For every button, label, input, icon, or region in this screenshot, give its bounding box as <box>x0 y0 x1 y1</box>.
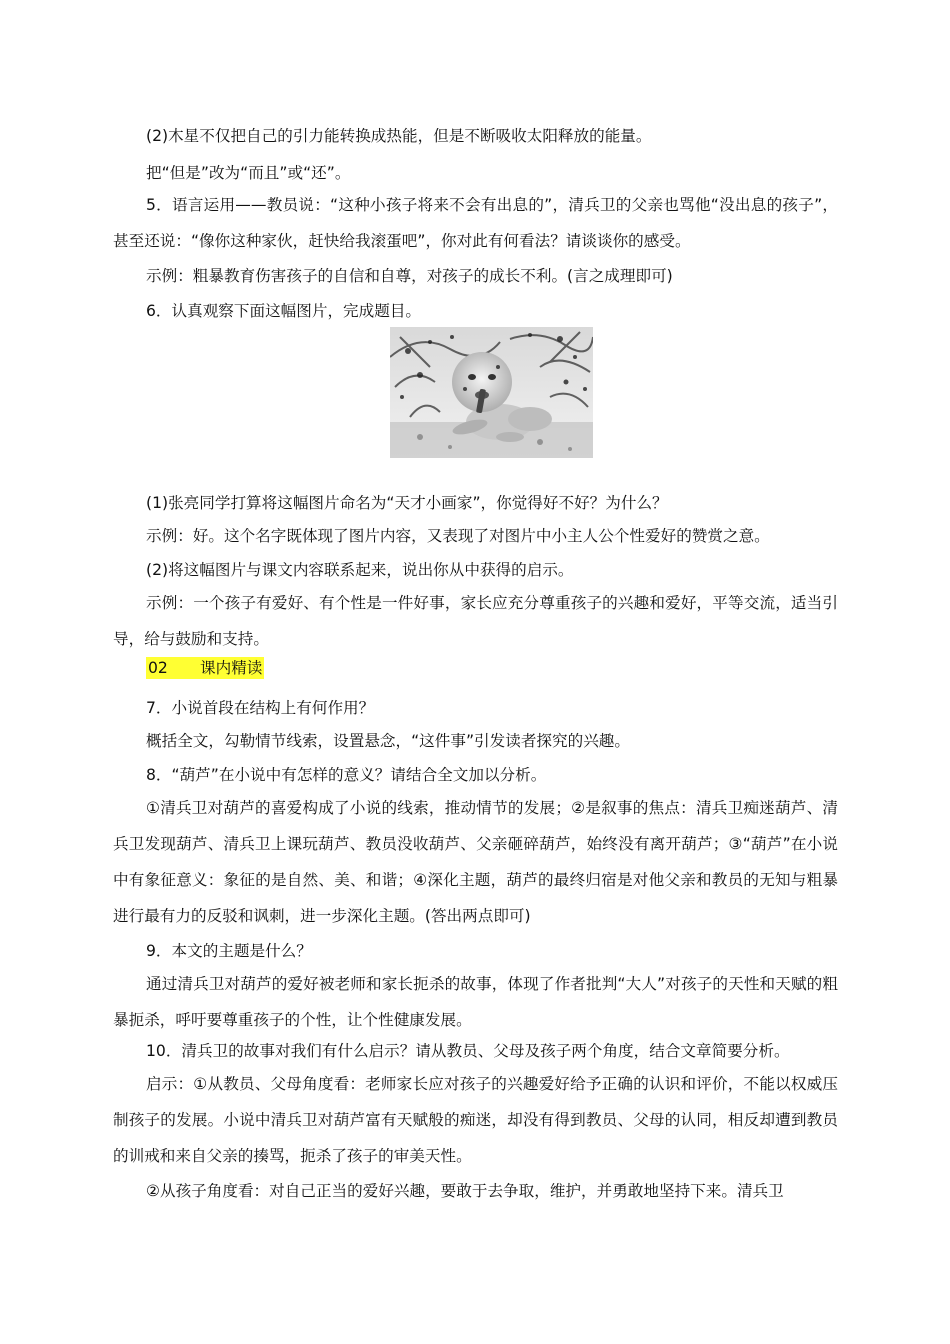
answer-10-part-2: ②从孩子角度看：对自己正当的爱好兴趣，要敢于去争取，维护，并勇敢地坚持下来。清兵卫 <box>146 1182 784 1200</box>
paragraph: 把“但是”改为“而且”或“还”。 <box>146 164 351 182</box>
answer-6-1: 示例：好。这个名字既体现了图片内容，又表现了对图片中小主人公个性爱好的赞赏之意。 <box>146 527 770 545</box>
answer-8: ①清兵卫对葫芦的喜爱构成了小说的线索，推动情节的发展；②是叙事的焦点：清兵卫痴迷葫芦、清兵卫发现葫芦、清兵卫上课玩葫芦、教员没收葫芦、父亲砸碎葫芦，始终没有离开葫芦；③“葫芦”在小说中有象征意义：象征的是自然、美、和谐；④深化主题，葫芦的最终归宿是对他父亲和教员的无知与粗暴进行最有力的反驳和讽刺，进一步深化主题。(答出两点即可) <box>113 799 838 925</box>
answer-6-2: 示例：一个孩子有爱好、有个性是一件好事，家长应充分尊重孩子的兴趣和爱好，平等交流，适当引导，给与鼓励和支持。 <box>113 594 838 648</box>
section-title: 课内精读 <box>200 659 263 677</box>
answer-9: 通过清兵卫对葫芦的爱好被老师和家长扼杀的故事，体现了作者批判“大人”对孩子的天性和天赋的粗暴扼杀，呼吁要尊重孩子的个性，让个性健康发展。 <box>113 975 838 1029</box>
question-10: 10．清兵卫的故事对我们有什么启示？请从教员、父母及孩子两个角度，结合文章简要分析。 <box>146 1042 790 1060</box>
question-8: 8．“葫芦”在小说中有怎样的意义？请结合全文加以分析。 <box>146 766 547 784</box>
question-7: 7．小说首段在结构上有何作用？ <box>146 699 375 717</box>
section-number: 02 <box>148 659 168 677</box>
question-9: 9．本文的主题是什么？ <box>146 942 312 960</box>
answer-7: 概括全文，勾勒情节线索，设置悬念，“这件事”引发读者探究的兴趣。 <box>146 732 630 750</box>
paragraph: (2)木星不仅把自己的引力能转换成热能，但是不断吸收太阳释放的能量。 <box>146 127 652 145</box>
question-6: 6．认真观察下面这幅图片，完成题目。 <box>146 302 422 320</box>
answer-5: 示例：粗暴教育伤害孩子的自信和自尊，对孩子的成长不利。(言之成理即可) <box>146 267 673 285</box>
answer-10-part-1: 启示：①从教员、父母角度看：老师家长应对孩子的兴趣爱好给予正确的认识和评价，不能以权威压制孩子的发展。小说中清兵卫对葫芦富有天赋般的痴迷，却没有得到教员、父母的认同，相反却遭到教员的训戒和来自父亲的揍骂，扼杀了孩子的审美天性。 <box>113 1075 838 1165</box>
section-heading <box>146 657 264 679</box>
question-5: 5．语言运用——教员说：“这种小孩子将来不会有出息的”，清兵卫的父亲也骂他“没出息的孩子”，甚至还说：“像你这种家伙，赶快给我滚蛋吧”，你对此有何看法？请谈谈你的感受。 <box>113 196 838 250</box>
question-6-2: (2)将这幅图片与课文内容联系起来，说出你从中获得的启示。 <box>146 561 574 579</box>
question-6-1: (1)张亮同学打算将这幅图片命名为“天才小画家”，你觉得好不好？为什么？ <box>146 494 668 512</box>
baby-painting-photo <box>390 327 593 458</box>
